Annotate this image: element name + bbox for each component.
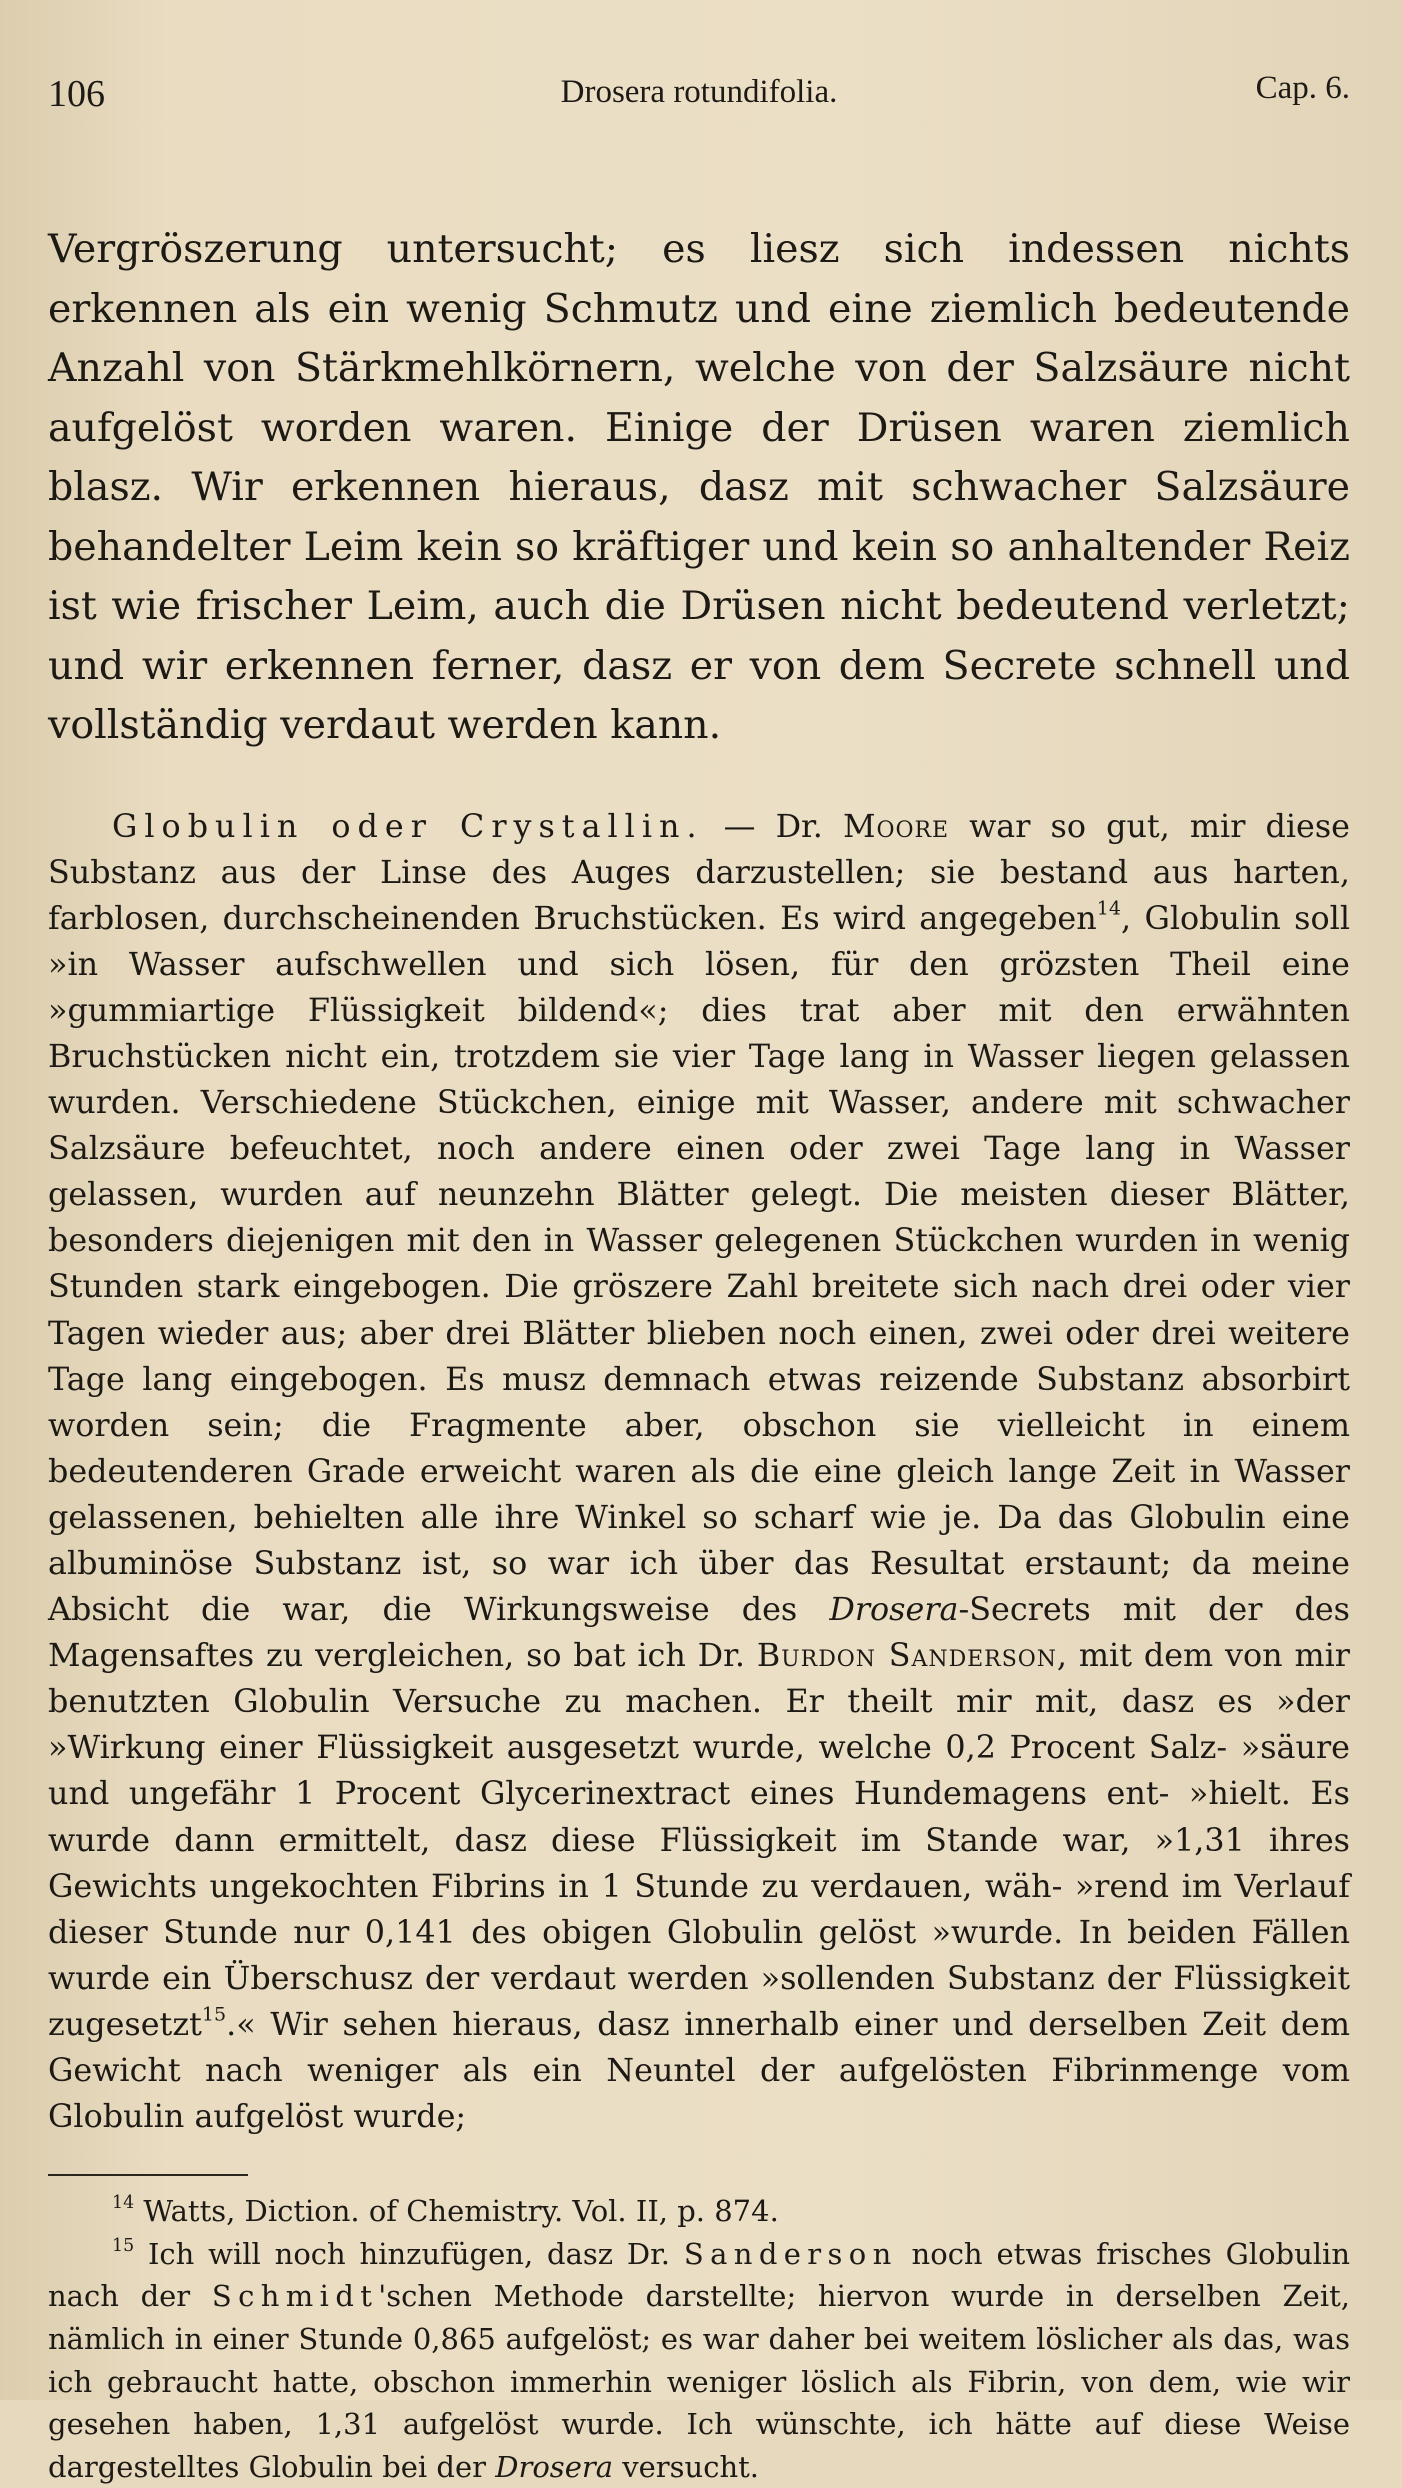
footnote-text: noch etwas frisches Globulin nach der <box>48 2236 1351 2314</box>
genus-drosera: Drosera <box>495 2449 614 2484</box>
page-number: 106 <box>48 73 105 115</box>
footnote-ref-14: 14 <box>1096 897 1121 920</box>
footnote-text: Ich will noch hinzufügen, dasz Dr. <box>134 2236 684 2271</box>
chapter-label: Cap. 6. <box>1255 70 1350 106</box>
footnote-text: 'schen Methode darstellte; hiervon wurde in derselben Zeit, nämlich in einer Stunde 0,865 aufgelöst; es war daher bei weitem löslicher als das, was ich gebraucht hatte, obschon immerhin weniger löslich als Fibrin, von dem, wie wir gesehen haben, 1,31 aufgelöst wurde. Ich wünschte, ich hätte auf diese Weise dargestelltes Globulin bei der <box>48 2279 1350 2484</box>
author-name-moore: Moore <box>842 807 949 845</box>
footnote-divider <box>48 2174 248 2176</box>
body-text: — Dr. <box>703 807 843 845</box>
name-sanderson: Sanderson <box>683 2236 898 2271</box>
footnote-ref-15: 15 <box>201 2003 227 2026</box>
section-heading: Globulin oder Crystallin. <box>112 807 704 845</box>
body-text: war so gut, mir diese Substanz aus der Linse des Auges darzustellen; sie bestand aus harten, farblosen, durchscheinenden Bruchstücken. Es wird angegeben <box>48 807 1350 937</box>
footnote-text: versucht. <box>613 2449 759 2484</box>
body-text: .« Wir sehen hieraus, dasz innerhalb einer und derselben Zeit dem Gewicht nach weniger als ein Neuntel der aufgelösten Fibrinmenge vom Globulin aufgelöst wurde; <box>48 2005 1350 2136</box>
body-text: , mit dem von mir benutzten Globulin Versuche zu machen. Er theilt mir mit, dasz es »der »Wirkung einer Flüssigkeit ausgesetzt wurde, welche 0,2 Procent Salz- »säure und ungefähr 1 Procent Glycerinextract eines Hundemagens ent- »hielt. Es wurde dann ermittelt, dasz diese Flüssigkeit im Stande war, »1,31 ihres Gewichts ungekochten Fibrins in 1 Stunde zu verdauen, wäh- »rend im Verlauf dieser Stunde nur 0,141 des obigen Globulin gelöst »wurde. In beiden Fällen wurde ein Überschusz der verdaut werden »sollenden Substanz der Flüssigkeit zugesetzt <box>48 1637 1350 2043</box>
footnotes <box>48 2190 1350 2488</box>
name-schmidt: Schmidt <box>211 2279 379 2314</box>
footnote-marker: 15 <box>112 2235 135 2256</box>
genus-drosera: Drosera <box>829 1591 959 1629</box>
globulin-section <box>48 804 1350 2141</box>
running-title: Drosera rotundifolia. <box>560 74 838 110</box>
intro-paragraph-block <box>48 220 1350 756</box>
body-text: , Globulin soll »in Wasser aufschwellen und sich lösen, für den grözsten Theil eine »gummiartige Flüssigkeit bildend«; dies trat aber mit den erwähnten Bruchstücken nicht ein, trotzdem sie vier Tage lang in Wasser liegen gelassen wurden. Verschiedene Stückchen, einige mit Wasser, andere mit schwacher Salzsäure befeuchtet, noch andere einen oder zwei Tage lang in Wasser gelassen, wurden auf neunzehn Blätter gelegt. Die meisten dieser Blätter, besonders diejenigen mit den in Wasser gelegenen Stückchen wurden in wenig Stunden stark eingebogen. Die gröszere Zahl breitete sich nach drei oder vier Tagen wieder aus; aber drei Blätter blieben noch einen, zwei oder drei weitere Tage lang eingebogen. Es musz demnach etwas reizende Substanz absorbirt worden sein; die Fragmente aber, obschon sie vielleicht in einem bedeutenderen Grade erweicht waren als die eine gleich lange Zeit in Wasser gelassenen, behielten alle ihre Winkel so scharf wie je. Da das Globulin eine albuminöse Substanz ist, so war ich über das Resultat erstaunt; da meine Absicht die war, die Wirkungsweise des <box>48 899 1350 1629</box>
page-header <box>48 62 1350 122</box>
footnote-text: Watts, Diction. of Chemistry. Vol. II, p. 874. <box>134 2194 779 2229</box>
footnote-15 <box>48 2233 1350 2488</box>
globulin-paragraph <box>48 804 1350 2141</box>
body-text: -Secrets mit der des Magensaftes zu vergleichen, so bat ich Dr. <box>48 1591 1350 1675</box>
intro-paragraph: Vergröszerung untersucht; es liesz sich indessen nichts erkennen als ein wenig Schmutz und eine ziemlich bedeutende Anzahl von Stärkmehlkörnern, welche von der Salzsäure nicht aufgelöst worden waren. Einige der Drüsen waren ziemlich blasz. Wir erkennen hieraus, dasz mit schwacher Salzsäure behandelter Leim kein so kräftiger und kein so anhaltender Reiz ist wie frischer Leim, auch die Drüsen nicht bedeutend verletzt; und wir erkennen ferner, dasz er von dem Secrete schnell und vollständig verdaut werden kann. <box>48 226 1350 748</box>
footnote-14 <box>48 2190 1350 2233</box>
footnote-marker: 14 <box>112 2193 135 2214</box>
author-name-burdon-sanderson: Burdon Sanderson <box>756 1637 1057 1675</box>
